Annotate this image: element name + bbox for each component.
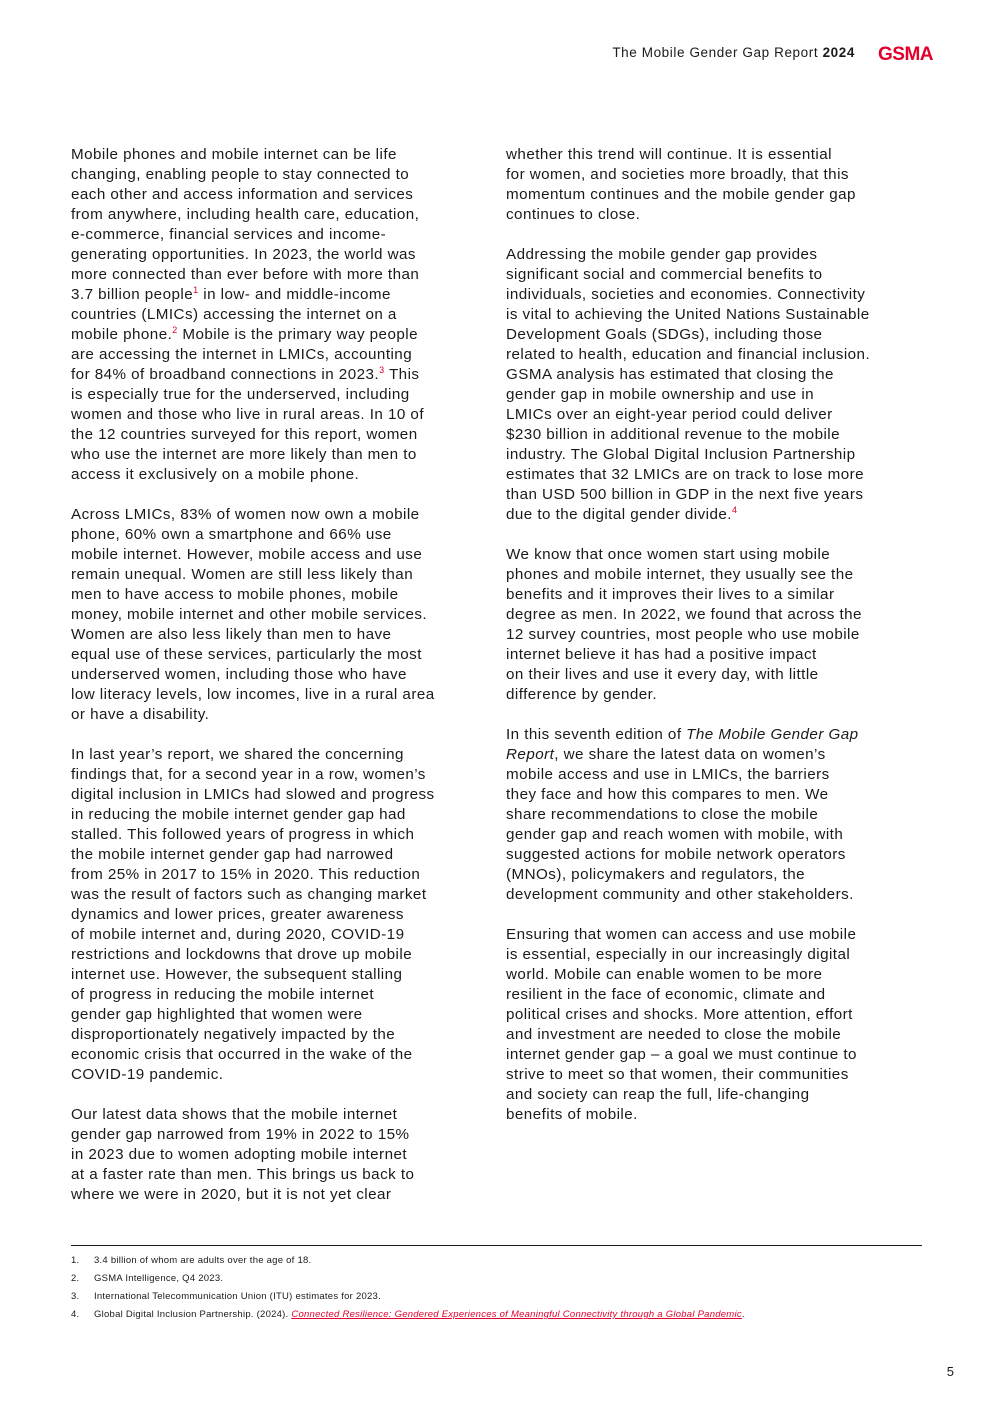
footnote-ref[interactable]: 4: [731, 504, 738, 515]
footnote-item: [71, 1291, 922, 1309]
page-header: [0, 44, 992, 66]
footnote-text: GSMA Intelligence, Q4 2023.: [94, 1273, 224, 1284]
report-title-italic: The Mobile Gender Gap Report: [506, 726, 859, 763]
paragraph-edition: [506, 725, 926, 905]
paragraph-conclusion: Ensuring that women can access and use mobile is essential, especially in our increasingly digital world. Mobile can enable women to be more resilient in the face of economic, climate and political crises and shocks. More attention, effort and investment are needed to close the mobile internet gender gap – a goal we must continue to strive to meet so that women, their communities and society can reap the full, life-changing benefits of mobile.: [506, 926, 857, 1123]
paragraph-impact: We know that once women start using mobile phones and mobile internet, they usually see the benefits and it improves their lives to a similar degree as men. In 2022, we found that across the 12 survey countries, most people who use mobile internet believe it has had a positive impact on their lives and use it every day, with little difference by gender.: [506, 546, 862, 703]
paragraph-benefits: [506, 245, 926, 525]
paragraph-latest-data: Our latest data shows that the mobile internet gender gap narrowed from 19% in 2022 to 15% in 2023 due to women adopting mobile internet at a faster rate than men. This brings us back to where we were in 2020, but it is not yet clear: [71, 1106, 415, 1203]
gsma-logo: [878, 44, 954, 69]
footnote-link[interactable]: Connected Resilience: Gendered Experiences of Meaningful Connectivity through a Global Pandemic: [291, 1309, 742, 1320]
footnote-number: 2.: [71, 1273, 80, 1284]
footnote-item: [71, 1255, 922, 1273]
footnote-number: 4.: [71, 1309, 80, 1320]
footnote-number: 3.: [71, 1291, 80, 1302]
paragraph-text: This is especially true for the underserved, including women and those who live in rural areas. In 10 of the 12 countries surveyed for this report, women who use the internet are more likely than men to access it exclusively on a mobile phone.: [71, 366, 424, 483]
svg-text:GSMA: GSMA: [878, 44, 933, 64]
paragraph-text: , we share the latest data on women’s mobile access and use in LMICs, the barriers they face and how this compares to men. We share recommendations to close the mobile gender gap and reach women with mobile, with suggested actions for mobile network operators (MNOs), policymakers and regulators, the development community and other stakeholders.: [506, 746, 854, 903]
footnote-item: [71, 1273, 922, 1291]
footnote-item: [71, 1309, 922, 1327]
paragraph-text: Mobile is the primary way people are accessing the internet in LMICs, accounting for 84% of broadband connections in 2023.: [71, 326, 418, 383]
footnote-ref[interactable]: 1: [193, 284, 199, 295]
paragraph-last-year: In last year’s report, we shared the concerning findings that, for a second year in a row, women’s digital inclusion in LMICs had slowed and progress in reducing the mobile internet gender gap had stalled. This followed years of progress in which the mobile internet gender gap had narrowed from 25% in 2017 to 15% in 2020. This reduction was the result of factors such as changing market dynamics and lower prices, greater awareness of mobile internet and, during 2020, COVID-19 restrictions and lockdowns that drove up mobile internet use. However, the subsequent stalling of progress in reducing the mobile internet gender gap highlighted that women were disproportionately negatively impacted by the economic crisis that occurred in the wake of the COVID-19 pandemic.: [71, 746, 435, 1083]
paragraph-text: Mobile phones and mobile internet can be life changing, enabling people to stay connected to each other and access information and services from anywhere, including health care, education, e-commerce, financial services and income- generating opportunities. In 2023, the world was more connected than ever before with more than 3.7 billion people: [71, 146, 420, 303]
report-title: [612, 45, 855, 60]
paragraph-access: Across LMICs, 83% of women now own a mobile phone, 60% own a smartphone and 66% use mobile internet. However, mobile access and use remain unequal. Women are still less likely than men to have access to mobile phones, mobile money, mobile internet and other mobile services. Women are also less likely than men to have equal use of these services, particularly the most underserved women, including those who have low literacy levels, low incomes, live in a rural area or have a disability.: [71, 506, 435, 723]
paragraph-text: in low- and middle-income countries (LMICs) accessing the internet on a mobile phone.: [71, 286, 397, 343]
left-column: [71, 145, 487, 1225]
gsma-logo-mark: [878, 44, 954, 64]
footnote-divider: [71, 1245, 922, 1246]
footnote-text: International Telecommunication Union (ITU) estimates for 2023.: [94, 1291, 381, 1302]
footnote-ref[interactable]: 2: [172, 324, 178, 335]
paragraph-text: Addressing the mobile gender gap provides significant social and commercial benefits to individuals, societies and economies. Connectivity is vital to achieving the United Nations Sustainable Development Goals (SDGs), including those related to health, education and financial inclusion. GSMA analysis has estimated that closing the gender gap in mobile ownership and use in LMICs over an eight-year period could deliver $230 billion in additional revenue to the mobile industry. The Global Digital Inclusion Partnership estimates that 32 LMICs are on track to lose more than USD 500 billion in GDP in the next five years due to the digital gender divide.: [506, 246, 871, 523]
footnote-text: .: [741, 1309, 745, 1320]
footnote-text: 3.4 billion of whom are adults over the age of 18.: [94, 1255, 312, 1266]
report-title-text: The Mobile Gender Gap Report: [612, 45, 823, 60]
page-number: 5: [946, 1364, 954, 1379]
footnotes: [71, 1255, 922, 1327]
footnote-number: 1.: [71, 1255, 80, 1266]
report-year: 2024: [822, 45, 855, 60]
paragraph-text: In this seventh edition of: [506, 726, 687, 743]
paragraph-intro: [71, 145, 487, 485]
footnote-ref[interactable]: 3: [379, 364, 385, 375]
paragraph-trend: whether this trend will continue. It is essential for women, and societies more broadly, that this momentum continues and the mobile gender gap continues to close.: [506, 146, 856, 223]
right-column: [506, 145, 926, 1145]
footnote-text: Global Digital Inclusion Partnership. (2024).: [94, 1309, 292, 1320]
